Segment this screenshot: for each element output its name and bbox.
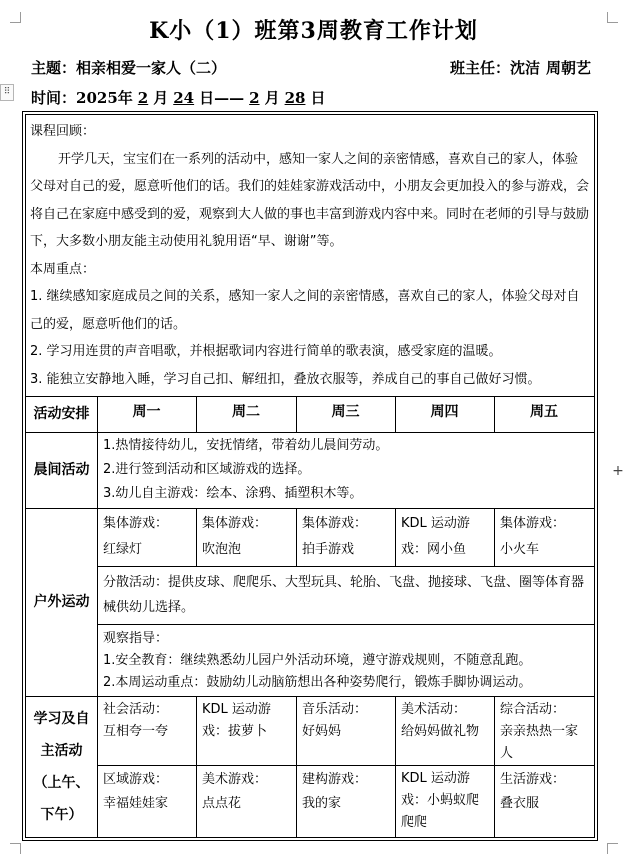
review-heading: 课程回顾：: [30, 124, 96, 139]
learning-activity-cell[interactable]: [396, 697, 494, 765]
focus-item: 2. 学习用连贯的声音唱歌，并根据歌词内容进行简单的歌表演，感受家庭的温暖。: [30, 344, 502, 359]
focus-item: 3. 能独立安静地入睡，学习自己扣、解纽扣，叠放衣服等，养成自己的事自己做好习惯。: [30, 371, 541, 387]
activity-type: 社会活动：: [103, 702, 169, 717]
review-paragraph: 开学几天，宝宝们在一系列的活动中，感知一家人之间的亲密情感，喜欢自己的家人，体验父母对自己的爱，愿意听他们的话。我们的娃娃家游戏活动中，小朋友会更加投入的参与游戏，会将自己在家庭中感受到的爱，观察到大人做的事也丰富到游戏内容中来。同时在老师的引导与鼓励下，大多数小朋友能主动使用礼貌用语“早、谢谢”等。: [30, 151, 590, 249]
outdoor-activity-label: 户外运动: [33, 594, 90, 610]
learning-activity-cell[interactable]: [297, 697, 395, 765]
activity-name: 我的家: [302, 796, 342, 811]
activity-arrangement-header: 活动安排: [33, 406, 90, 422]
teacher-line: [450, 57, 591, 78]
learning-activity-cell[interactable]: [197, 697, 296, 765]
day-header: 周四: [430, 404, 459, 420]
game-name: 戏：网小鱼: [401, 542, 467, 557]
morning-activity-cell[interactable]: [98, 433, 594, 508]
activity-type: 美术游戏：: [202, 772, 268, 787]
date-line: [31, 87, 325, 108]
observation-guide-cell[interactable]: [98, 625, 594, 696]
activity-name: 亲亲热热一家人: [500, 724, 579, 761]
learning-activity-cell[interactable]: [197, 766, 296, 837]
game-type: KDL 运动游: [401, 516, 470, 531]
activity-name: 互相夸一夸: [103, 724, 169, 739]
focus-heading: 本周重点：: [30, 261, 96, 277]
activity-name: 幸福娃娃家: [103, 796, 169, 811]
theme-line: [31, 57, 226, 78]
day-header: 周一: [132, 404, 161, 420]
guide-item: 2.本周运动重点：鼓励幼儿动脑筋想出各种姿势爬行，锻炼手脚协调运动。: [103, 675, 532, 690]
learning-activity-cell[interactable]: [98, 766, 196, 837]
activity-name: 戏：拔萝卜: [202, 724, 268, 739]
day-header: 周二: [232, 404, 260, 420]
outdoor-game-cell[interactable]: [197, 509, 296, 566]
teacher-name: 沈洁: [509, 59, 540, 77]
start-day: 24: [173, 89, 195, 107]
learning-label-line: 主活动: [40, 743, 83, 759]
course-review-section[interactable]: [26, 116, 594, 396]
learning-activity-cell[interactable]: [495, 697, 594, 765]
theme-value: 相亲相爱一家人（二）: [76, 59, 227, 77]
add-row-icon[interactable]: +: [612, 463, 624, 479]
game-type: 集体游戏：: [500, 516, 566, 531]
date-text: 月: [264, 89, 280, 107]
table-move-handle-icon[interactable]: ⠿: [0, 84, 14, 101]
game-type: 集体游戏：: [302, 516, 368, 531]
activity-type: 美术活动：: [401, 702, 467, 717]
learning-activity-cell[interactable]: [396, 766, 494, 837]
activity-name: 点点花: [202, 796, 242, 811]
day-header: 周三: [331, 404, 360, 420]
learning-activity-label: [26, 697, 97, 837]
activity-name: 叠衣服: [500, 796, 540, 811]
learning-label-line: 下午）: [40, 807, 83, 823]
learning-label-line: （上午、: [33, 775, 90, 791]
activity-type: 生活游戏：: [500, 772, 566, 787]
morning-item: 1.热情接待幼儿，安抚情绪，带着幼儿晨间劳动。: [103, 438, 389, 453]
scattered-activity-cell[interactable]: [98, 567, 594, 624]
end-day: 28: [284, 89, 306, 107]
learning-activity-cell[interactable]: [297, 766, 395, 837]
outdoor-game-cell[interactable]: [98, 509, 196, 566]
morning-activity-label: 晨间活动: [33, 462, 90, 478]
date-text: 日: [199, 89, 215, 107]
outdoor-game-cell[interactable]: [495, 509, 594, 566]
scattered-activity-text: 分散活动：提供皮球、爬爬乐、大型玩具、轮胎、飞盘、抛接球、飞盘、圈等体育器械供幼儿选择。: [103, 575, 585, 615]
morning-item: 3.幼儿自主游戏：绘本、涂鸦、插塑积木等。: [103, 486, 363, 501]
morning-item: 2.进行签到活动和区域游戏的选择。: [103, 462, 311, 477]
learning-activity-cell[interactable]: [98, 697, 196, 765]
outdoor-game-cell[interactable]: [396, 509, 494, 566]
focus-item: 1. 继续感知家庭成员之间的关系，感知一家人之间的亲密情感，喜欢自己的家人，体验父母对自己的爱，愿意听他们的话。: [30, 289, 580, 332]
page-corner-mark: [10, 843, 21, 854]
activity-type: 综合活动：: [500, 702, 566, 717]
activity-type: KDL 运动游: [202, 702, 271, 717]
guide-item: 1.安全教育：继续熟悉幼儿园户外活动环境，遵守游戏规则，不随意乱跑。: [103, 653, 532, 668]
start-month: 2: [137, 89, 149, 107]
learning-activity-cell[interactable]: [495, 766, 594, 837]
date-year: 2025: [76, 89, 118, 107]
activity-name: 给妈妈做礼物: [401, 724, 480, 739]
outdoor-game-cell[interactable]: [297, 509, 395, 566]
page-title: K小（1）班第3周教育工作计划: [149, 18, 478, 44]
guide-heading: 观察指导：: [103, 631, 169, 646]
activity-type: 区域游戏：: [103, 772, 169, 787]
teacher-label: 班主任：: [449, 59, 510, 77]
learning-label-line: 学习及自: [33, 711, 90, 727]
activity-type: 音乐活动：: [302, 702, 368, 717]
game-type: 集体游戏：: [202, 516, 268, 531]
activity-type: KDL 运动游: [401, 771, 470, 786]
teacher-name: 周朝艺: [545, 59, 591, 77]
activity-type: 建构游戏：: [302, 772, 368, 787]
game-name: 红绿灯: [103, 542, 143, 557]
date-label: 时间：: [31, 89, 77, 107]
theme-label: 主题：: [31, 59, 77, 77]
activity-name: 好妈妈: [302, 724, 342, 739]
date-dash: ——: [214, 89, 245, 107]
game-name: 吹泡泡: [202, 542, 242, 557]
page-corner-mark: [607, 843, 618, 854]
date-text: 年: [117, 89, 133, 107]
game-name: 拍手游戏: [302, 542, 355, 557]
date-text: 月: [153, 89, 169, 107]
game-name: 小火车: [500, 542, 540, 557]
day-header: 周五: [530, 404, 558, 420]
end-month: 2: [249, 89, 260, 107]
activity-name: 戏：小蚂蚁爬爬爬: [401, 793, 480, 830]
date-text: 日: [310, 89, 326, 107]
game-type: 集体游戏：: [103, 516, 169, 531]
